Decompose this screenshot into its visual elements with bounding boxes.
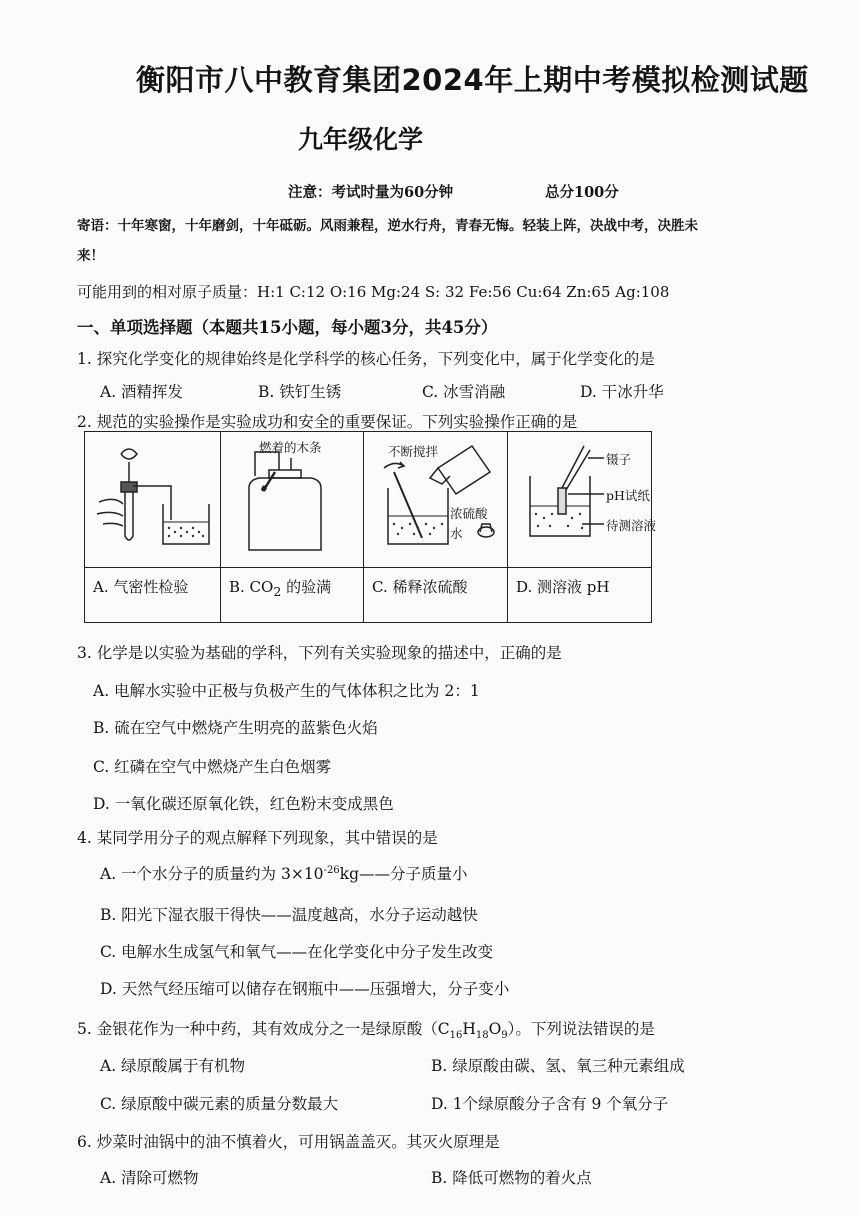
figure-caption-b: [229, 576, 331, 599]
question-5-option-a: A. 绿原酸属于有机物: [100, 1057, 246, 1075]
stir-label: 不断搅拌: [388, 444, 439, 459]
q5-stem-suffix: ）。下列说法错误的是: [507, 1020, 655, 1038]
question-5-stem: [77, 1017, 655, 1041]
ph-paper-label: pH试纸: [606, 488, 650, 503]
question-4-option-b: B. 阳光下湿衣服干得快——温度越高，水分子运动越快: [100, 906, 478, 924]
question-1-option-c: C. 冰雪消融: [422, 383, 506, 401]
experiment-figure-table: [84, 431, 657, 623]
question-4-option-d: D. 天然气经压缩可以储存在钢瓶中——压强增大，分子变小: [100, 980, 510, 998]
question-4-option-c: C. 电解水生成氢气和氧气——在化学变化中分子发生改变: [100, 943, 494, 961]
figure-caption-c: C. 稀释浓硫酸: [372, 578, 468, 596]
caption-b-subscript: 2: [273, 584, 282, 599]
question-4-stem: 4. 某同学用分子的观点解释下列现象，其中错误的是: [77, 829, 438, 847]
question-4-option-a: [100, 862, 468, 884]
exam-title: 衡阳市八中教育集团2024年上期中考模拟检测试题: [136, 63, 809, 97]
burning-splint-label: 燃着的木条: [259, 440, 322, 455]
q4a-exponent: -26: [323, 864, 340, 876]
airtightness-test-illustration: [85, 432, 221, 567]
section-heading: 一、单项选择题（本题共15小题，每小题3分，共45分）: [77, 318, 498, 337]
question-5-option-b: B. 绿原酸由碳、氢、氧三种元素组成: [431, 1057, 685, 1075]
figure-cell-c: [364, 432, 508, 622]
figure-caption-d: D. 测溶液 pH: [516, 578, 610, 596]
exam-subtitle: 九年级化学: [298, 125, 424, 154]
tweezers-label: 镊子: [606, 452, 632, 467]
concentrated-acid-label: 浓硫酸: [450, 506, 488, 521]
q5-element-o: O: [488, 1020, 502, 1038]
question-1-stem: 1. 探究化学变化的规律始终是化学科学的核心任务，下列变化中，属于化学变化的是: [77, 350, 655, 368]
caption-b-suffix: 的验满: [281, 578, 332, 596]
question-3-stem: 3. 化学是以实验为基础的学科，下列有关实验现象的描述中，正确的是: [77, 644, 562, 662]
figure-cell-a: [85, 432, 221, 622]
question-6-stem: 6. 炒菜时油锅中的油不慎着火，可用锅盖盖灭。其灭火原理是: [77, 1133, 500, 1151]
exam-time-notice: 注意：考试时量为60分钟: [288, 184, 454, 201]
question-6-option-b: B. 降低可燃物的着火点: [431, 1169, 592, 1187]
question-3-option-a: A. 电解水实验中正极与负极产生的气体体积之比为 2：1: [93, 682, 480, 700]
q4a-suffix: kg——分子质量小: [339, 865, 468, 883]
water-label: 水: [450, 526, 463, 541]
q5-stem-prefix: 5. 金银花作为一种中药，其有效成分之一是绿原酸（C: [77, 1020, 450, 1038]
question-5-option-d: D. 1个绿原酸分子含有 9 个氧分子: [431, 1095, 669, 1113]
q5-sub-3: 9: [501, 1030, 508, 1042]
exam-total-score: 总分100分: [545, 184, 619, 201]
question-1-option-b: B. 铁钉生锈: [258, 383, 342, 401]
figure-caption-a: A. 气密性检验: [93, 578, 189, 596]
question-6-option-a: A. 清除可燃物: [100, 1169, 199, 1187]
test-solution-label: 待测溶液: [606, 518, 657, 533]
caption-b-prefix: B. CO: [229, 578, 274, 596]
figure-cell-b: [221, 432, 364, 622]
question-5-option-c: C. 绿原酸中碳元素的质量分数最大: [100, 1095, 339, 1113]
question-3-option-b: B. 硫在空气中燃烧产生明亮的蓝紫色火焰: [93, 719, 378, 737]
q5-sub-2: 18: [475, 1030, 489, 1042]
question-1-option-a: A. 酒精挥发: [100, 383, 184, 401]
motto-line-2: 来！: [77, 248, 104, 264]
atomic-masses: 可能用到的相对原子质量：H:1 C:12 O:16 Mg:24 S: 32 Fe:56 Cu:64 Zn:65 Ag:108: [77, 283, 670, 301]
question-1-option-d: D. 干冰升华: [580, 383, 664, 401]
q5-sub-1: 16: [449, 1030, 463, 1042]
q4a-prefix: A. 一个水分子的质量约为 3×10: [100, 865, 324, 883]
question-3-option-d: D. 一氧化碳还原氧化铁，红色粉末变成黑色: [93, 795, 394, 813]
question-3-option-c: C. 红磷在空气中燃烧产生白色烟雾: [93, 758, 332, 776]
question-2-stem: 2. 规范的实验操作是实验成功和安全的重要保证。下列实验操作正确的是: [77, 413, 578, 431]
motto-line-1: 寄语：十年寒窗，十年磨剑，十年砥砺。风雨兼程，逆水行舟，青春无悔。轻装上阵，决战中考，决胜未: [77, 218, 698, 234]
q5-element-h: H: [462, 1020, 476, 1038]
figure-cell-d: [508, 432, 657, 622]
